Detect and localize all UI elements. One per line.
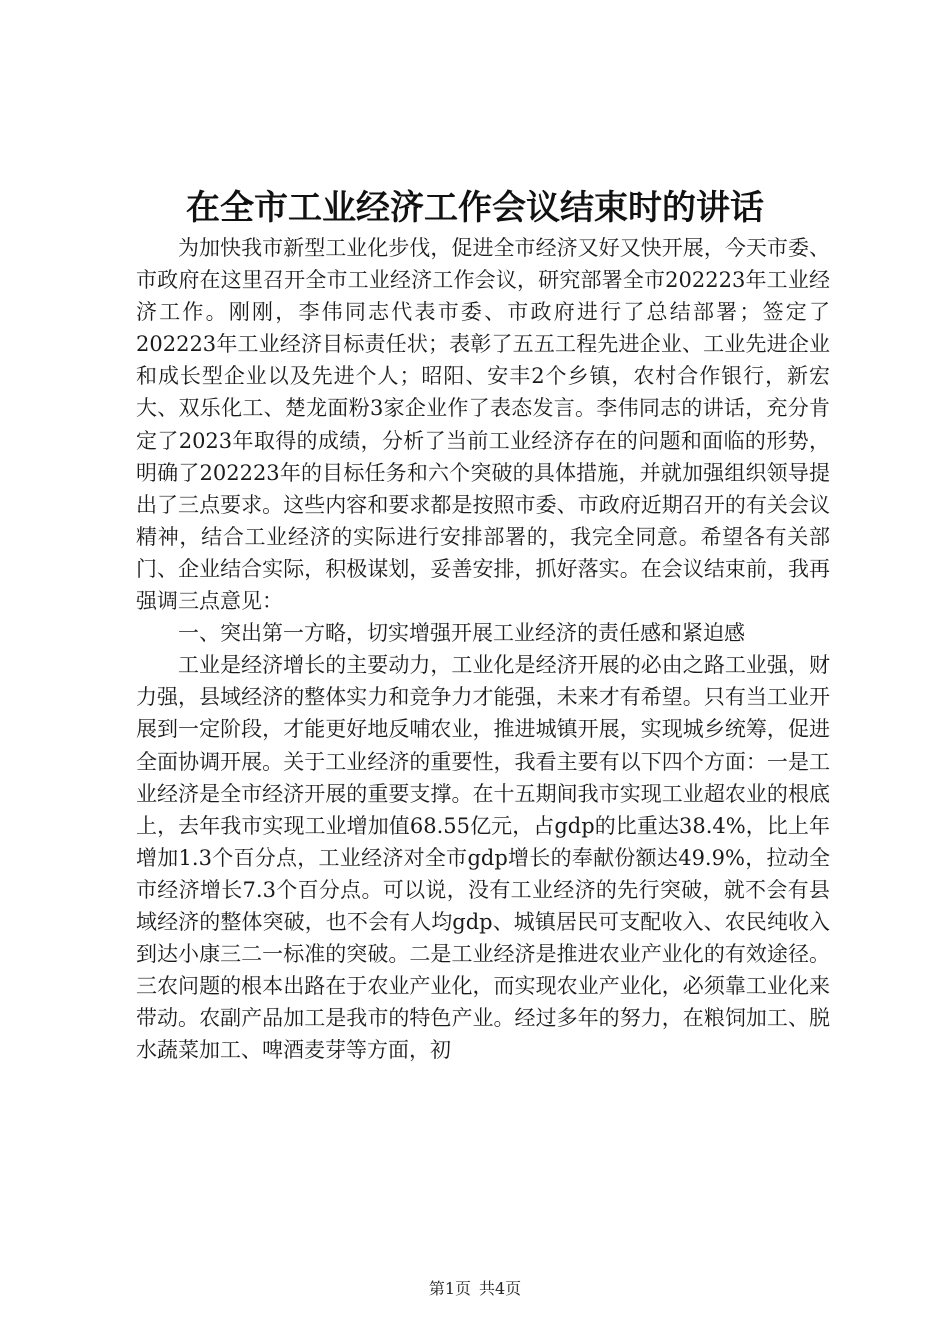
page-number: 第1页 (428, 1279, 471, 1298)
section-heading-1: 一、突出第一方略，切实增强开展工业经济的责任感和紧迫感 (178, 621, 745, 646)
document-body (136, 232, 830, 1066)
body-paragraph-1: 为加快我市新型工业化步伐，促进全市经济又好又快开展，今天市委、市政府在这里召开全市工业经济工作会议，研究部署全市202223年工业经济工作。刚刚，李伟同志代表市委、市政府进行了总结部署；签定了202223年工业经济目标责任状；表彰了五五工程先进企业、工业先进企业和成长型企业以及先进个人；昭阳、安丰2个乡镇，农村合作银行，新宏大、双乐化工、楚龙面粉3家企业作了表态发言。李伟同志的讲话，充分肯定了2023年取得的成绩，分析了当前工业经济存在的问题和面临的形势，明确了202223年的目标任务和六个突破的具体措施，并就加强组织领导提出了三点要求。这些内容和要求都是按照市委、市政府近期召开的有关会议精神，结合工业经济的实际进行安排部署的，我完全同意。希望各有关部门、企业结合实际，积极谋划，妥善安排，抓好落实。在会议结束前，我再强调三点意见： (136, 236, 830, 614)
document-title: 在全市工业经济工作会议结束时的讲话 (186, 188, 764, 228)
page-total: 共4页 (479, 1279, 522, 1298)
body-paragraph-2: 工业是经济增长的主要动力，工业化是经济开展的必由之路工业强，财力强，县域经济的整体实力和竞争力才能强，未来才有希望。只有当工业开展到一定阶段，才能更好地反哺农业，推进城镇开展，实现城乡统筹，促进全面协调开展。关于工业经济的重要性，我看主要有以下四个方面：一是工业经济是全市经济开展的重要支撑。在十五期间我市实现工业超农业的根底上，去年我市实现工业增加值68.55亿元，占gdp的比重达38.4%，比上年增加1.3个百分点，工业经济对全市gdp增长的奉献份额达49.9%，拉动全市经济增长7.3个百分点。可以说，没有工业经济的先行突破，就不会有县域经济的整体突破，也不会有人均gdp、城镇居民可支配收入、农民纯收入到达小康三二一标准的突破。二是工业经济是推进农业产业化的有效途径。三农问题的根本出路在于农业产业化，而实现农业产业化，必须靠工业化来带动。农副产品加工是我市的特色产业。经过多年的努力，在粮饲加工、脱水蔬菜加工、啤酒麦芽等方面，初 (136, 653, 830, 1063)
page-footer (0, 1277, 950, 1301)
